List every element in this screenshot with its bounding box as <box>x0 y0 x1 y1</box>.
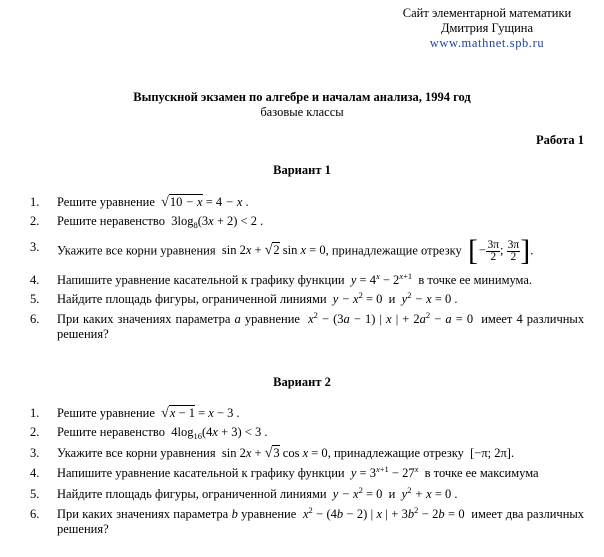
work-label: Работа 1 <box>536 133 584 147</box>
task-text-cont: в точке ее максимума <box>424 466 539 480</box>
task-text-end: имеет два различных решения? <box>57 507 585 536</box>
task-number: 2. <box>30 214 40 228</box>
task-number: 3. <box>30 446 40 460</box>
formula: $y - x^2 = 0$ <box>332 290 383 306</box>
v1-task-1: 1. Решите уравнение √10 − x = 4 − x . <box>30 195 249 210</box>
task-number: 2. <box>30 425 40 439</box>
v1-task-5: 5. Найдите площадь фигуры, ограниченной линиями $y - x^2 = 0$ и $y^2 - x = 0$ . <box>30 290 458 306</box>
formula: $x^2 - (4b - 2)$ | x | + $3b^2 - 2b = 0$ <box>302 505 465 521</box>
formula: $3\log_8(3x + 2) < 2$ <box>171 214 257 230</box>
exam-title-block <box>0 90 604 120</box>
formula: sin 2x + √2 sin x = 0 <box>221 243 326 259</box>
task-number: 1. <box>30 195 40 209</box>
formula: $4\log_{16}(4x + 3) < 3$ <box>171 425 262 441</box>
task-text-end: имеет 4 различных решения? <box>57 312 585 341</box>
task-number: 4. <box>30 466 40 480</box>
formula: $y - x^2 = 0$ <box>332 485 383 501</box>
task-text: Укажите все корни уравнения <box>57 243 216 258</box>
formula: $y = 4^x - 2^{x+1}$ <box>350 271 413 287</box>
site-author: Дмитрия Гущина <box>440 21 534 35</box>
variant-1-heading: Вариант 1 <box>273 163 331 177</box>
formula: $x^2 - (3a - 1)$ | x | + $2a^2 - a = 0$ <box>308 310 474 326</box>
formula: $y = 3^{x+1} - 27^x$ <box>350 464 419 480</box>
task-text-cont: уравнение <box>244 312 300 326</box>
interval-formula: [− $\frac{3\pi}{2}$ ; $\frac{3\pi}{2}$ ] <box>468 234 531 268</box>
formula: √10 − x = 4 − x <box>161 195 243 210</box>
task-text: Напишите уравнение касательной к графику функции <box>57 466 345 480</box>
variant-2-heading: Вариант 2 <box>273 375 331 389</box>
task-number: 3. <box>30 240 40 254</box>
task-text: Найдите площадь фигуры, ограниченной линиями <box>57 292 327 306</box>
site-header <box>392 6 582 51</box>
v2-task-1: 1. Решите уравнение √x − 1 = x − 3 . <box>30 406 240 421</box>
v1-task-6 <box>30 312 584 342</box>
task-number: 4. <box>30 273 40 287</box>
task-number: 1. <box>30 406 40 420</box>
v2-task-6 <box>30 507 584 537</box>
exam-subtitle: базовые классы <box>260 105 344 119</box>
v2-task-2: 2. Решите неравенство $4\log_{16}(4x + 3) < 3$ . <box>30 425 268 441</box>
conjunction: и <box>388 487 396 501</box>
task-text: Найдите площадь фигуры, ограниченной линиями <box>57 487 327 501</box>
task-text: При каких значениях параметра <box>57 312 231 326</box>
conjunction: и <box>388 292 396 306</box>
interval-formula: [−π; 2π] <box>470 446 511 460</box>
task-number: 5. <box>30 487 40 501</box>
task-text: Решите неравенство <box>57 425 165 439</box>
v1-task-3: 3. Укажите все корни уравнения sin 2x + √2 sin x = 0, принадлежащие отрезку [− $\frac{3\pi}{2}$ ; $\frac{3\pi}{2}$ ]. <box>30 234 534 268</box>
site-name: Сайт элементарной математики <box>402 6 572 20</box>
task-number: 6. <box>30 507 40 521</box>
task-text: Решите неравенство <box>57 214 165 228</box>
task-text: Укажите все корни уравнения <box>57 446 216 460</box>
task-text: При каких значениях параметра <box>57 507 229 521</box>
formula-2: $y^2 + x = 0$ <box>401 485 452 501</box>
formula: √x − 1 = x − 3 <box>161 406 234 421</box>
task-text-cont: в точке ее минимума. <box>418 273 533 287</box>
exam-title: Выпускной экзамен по алгебре и началам анализа, 1994 год <box>133 90 471 104</box>
task-text-cont: , принадлежащие отрезку <box>327 446 464 460</box>
task-text-cont: , принадлежащие отрезку <box>325 243 462 258</box>
task-text: Напишите уравнение касательной к графику функции <box>57 273 345 287</box>
task-number: 5. <box>30 292 40 306</box>
v1-task-4 <box>30 273 584 288</box>
task-text-cont: уравнение <box>241 507 297 521</box>
v2-task-5: 5. Найдите площадь фигуры, ограниченной линиями $y - x^2 = 0$ и $y^2 + x = 0$ . <box>30 485 458 501</box>
v2-task-3: 3. Укажите все корни уравнения sin 2x + √3 cos x = 0, принадлежащие отрезку [−π; 2π]. <box>30 446 515 461</box>
task-number: 6. <box>30 312 40 326</box>
parameter-name: b <box>231 507 238 521</box>
task-text: Решите уравнение <box>57 195 155 209</box>
formula: sin 2x + √3 cos x = 0 <box>221 446 328 461</box>
task-text: Решите уравнение <box>57 406 155 420</box>
v1-task-2: 2. Решите неравенство $3\log_8(3x + 2) < 2$ . <box>30 214 264 230</box>
v2-task-4 <box>30 466 584 481</box>
parameter-name: a <box>234 312 241 326</box>
site-url-link[interactable]: www.mathnet.spb.ru <box>429 36 545 50</box>
formula-2: $y^2 - x = 0$ <box>401 290 452 306</box>
